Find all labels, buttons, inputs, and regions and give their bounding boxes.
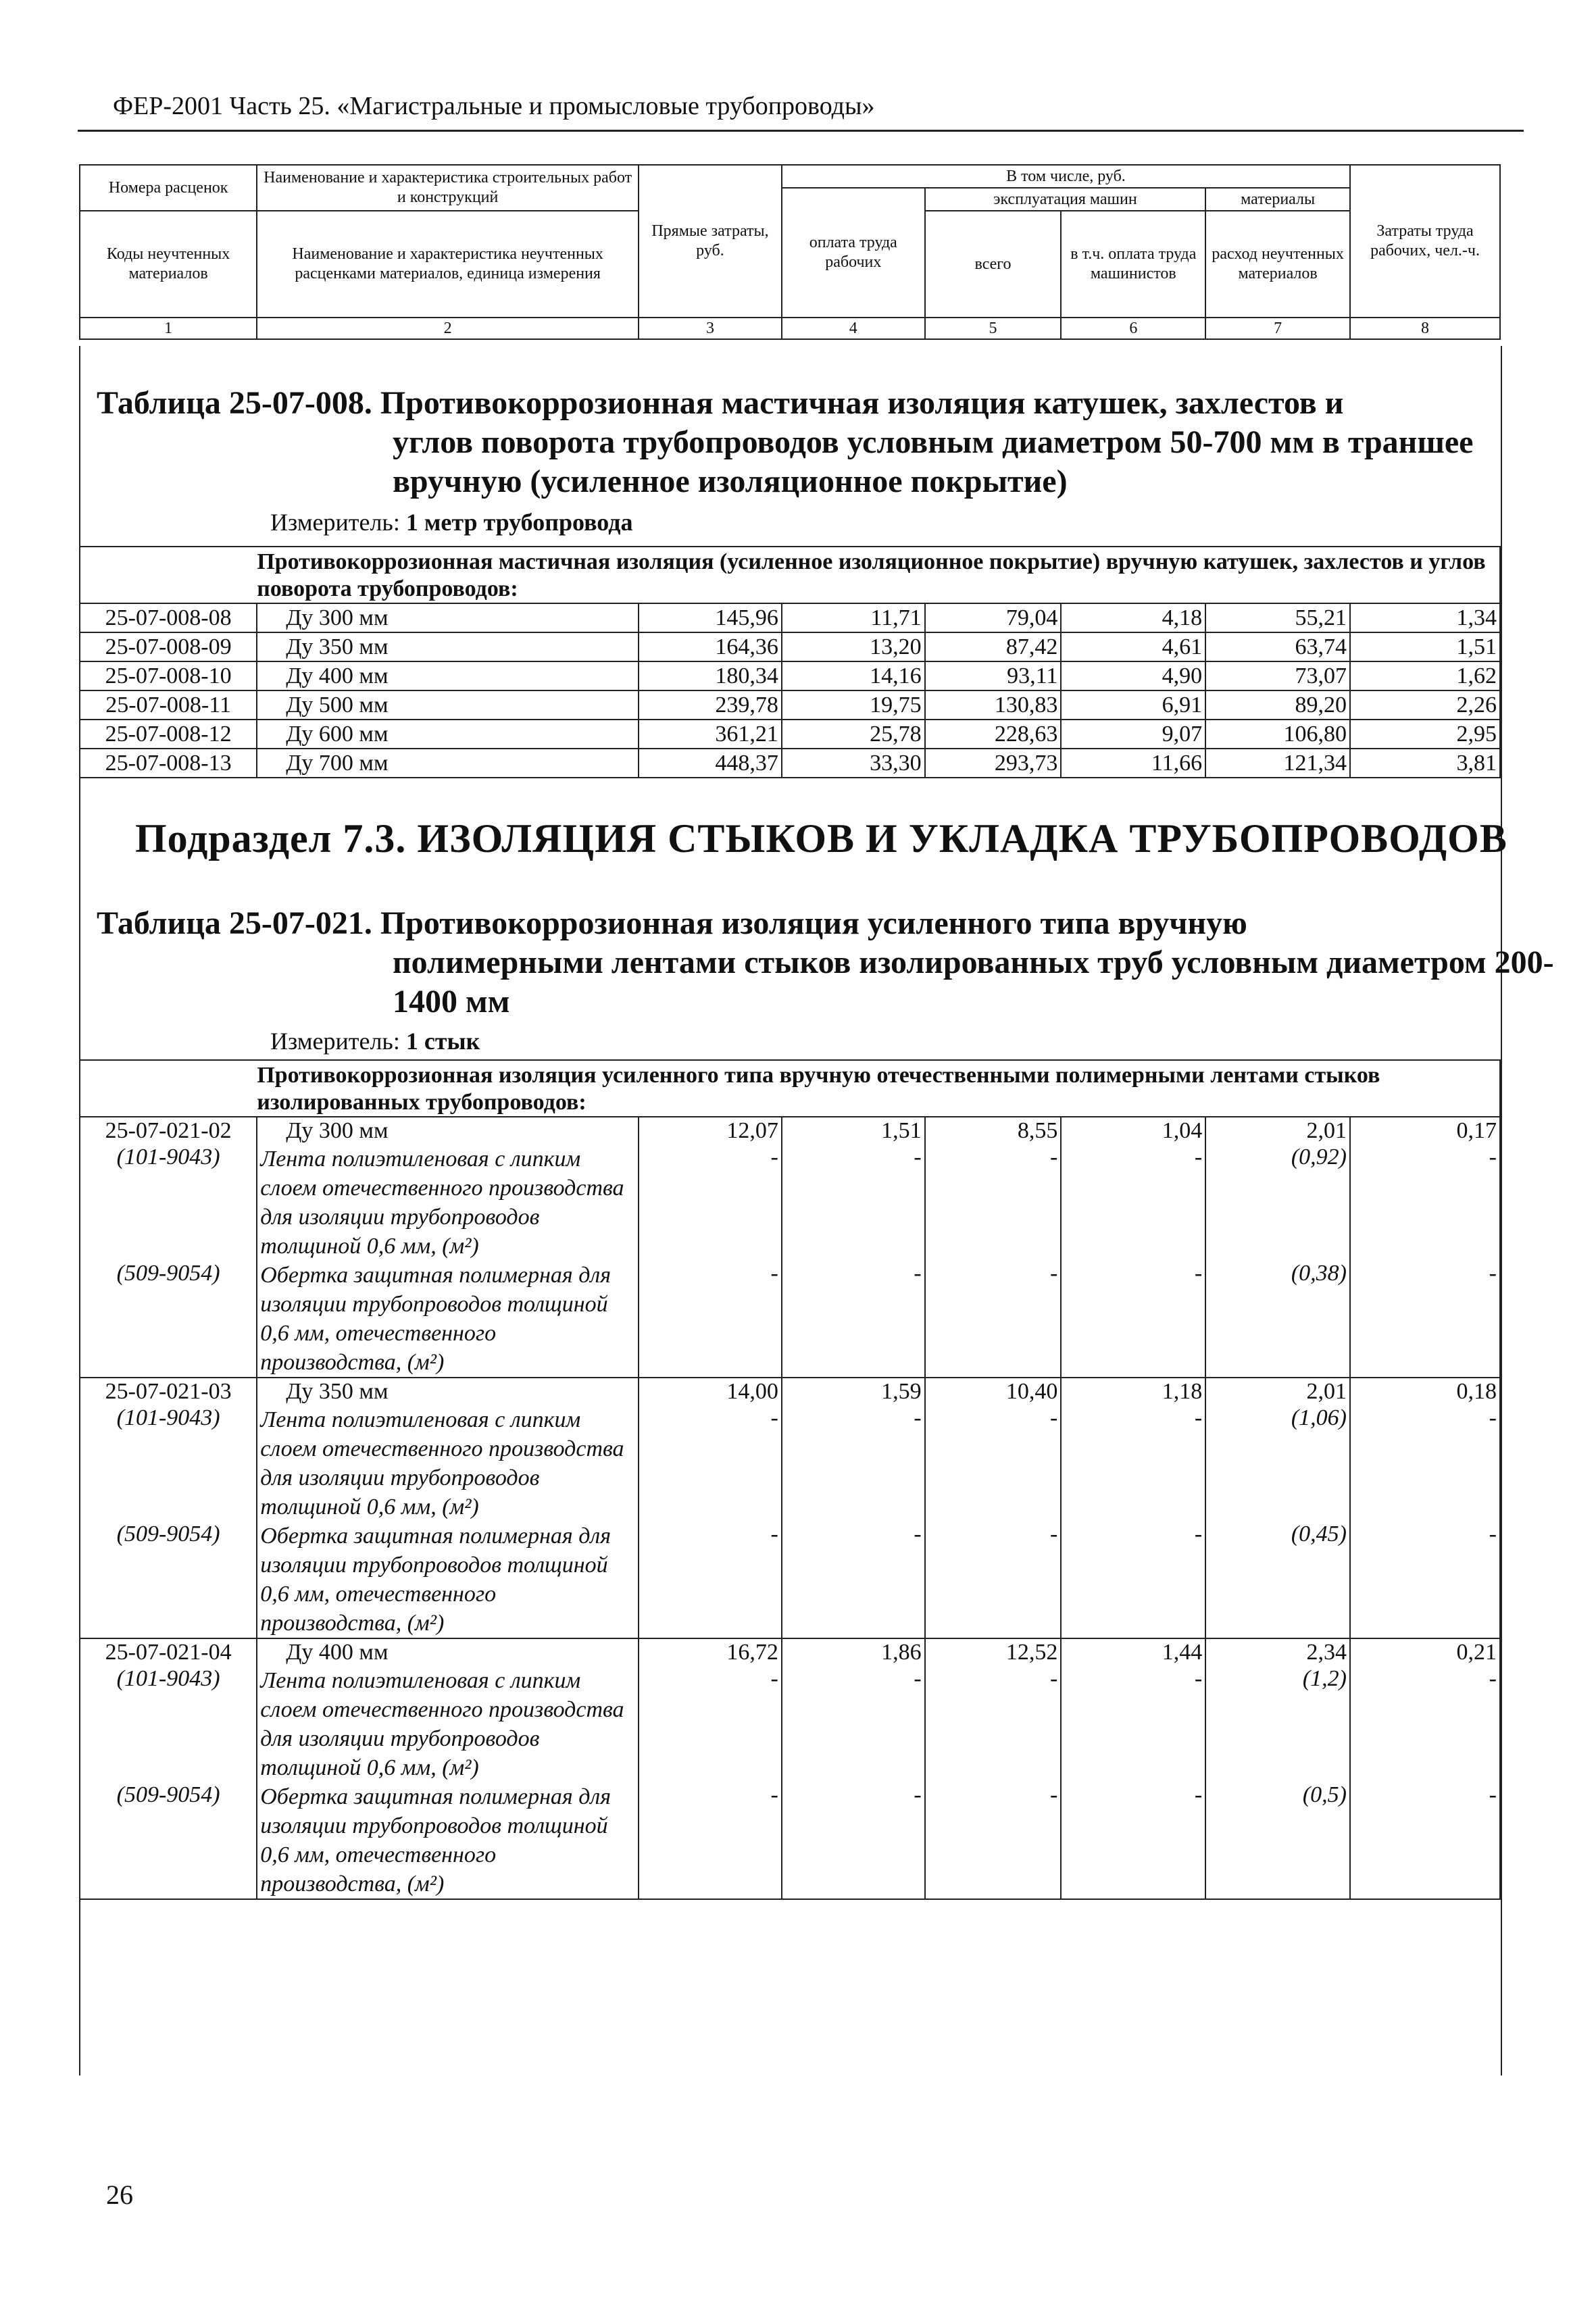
- col-index-3: 3: [639, 318, 782, 339]
- col-machinist-pay: в т.ч. оплата труда машинистов: [1061, 211, 1205, 318]
- labor-hours: 0,18: [1350, 1378, 1500, 1405]
- labor-hours-dash: -: [1350, 1521, 1500, 1638]
- machine-total-dash: -: [925, 1782, 1062, 1899]
- machinist-pay-dash: -: [1061, 1405, 1205, 1521]
- material-name: Лента полиэтиленовая с липким слоем отечественного производства для изоляции трубопроводов толщиной 0,6 мм, (м²): [257, 1145, 639, 1261]
- table-row: [80, 720, 1500, 749]
- rate-code: 25-07-008-08: [80, 603, 257, 632]
- labor-hours: 1,62: [1350, 661, 1500, 690]
- col-index-1: 1: [80, 318, 257, 339]
- material-name: Обертка защитная полимерная для изоляции трубопроводов толщиной 0,6 мм, отечественного производства, (м²): [257, 1782, 639, 1899]
- direct-costs-dash: -: [639, 1261, 782, 1378]
- labor-pay: 1,51: [782, 1117, 925, 1145]
- header-rule: [78, 130, 1524, 132]
- machinist-pay: 1,18: [1061, 1378, 1205, 1405]
- page-number: 26: [106, 2180, 133, 2210]
- col-index-7: 7: [1205, 318, 1350, 339]
- direct-costs: 12,07: [639, 1117, 782, 1145]
- labor-hours: 1,51: [1350, 632, 1500, 661]
- machine-total-dash: -: [925, 1666, 1062, 1782]
- machinist-pay: 4,61: [1061, 632, 1205, 661]
- material-quantity: (0,38): [1205, 1261, 1350, 1378]
- machine-total: 93,11: [925, 661, 1062, 690]
- labor-pay-dash: -: [782, 1145, 925, 1261]
- material-code: (509-9054): [80, 1521, 257, 1638]
- rates-table-008: [79, 546, 1501, 778]
- material-row: [80, 1666, 1500, 1782]
- labor-hours-dash: -: [1350, 1782, 1500, 1899]
- machinist-pay: 6,91: [1061, 690, 1205, 720]
- material-code: (101-9043): [80, 1145, 257, 1261]
- materials-cost: 106,80: [1205, 720, 1350, 749]
- direct-costs: 448,37: [639, 749, 782, 778]
- materials-cost: 63,74: [1205, 632, 1350, 661]
- machine-total: 228,63: [925, 720, 1062, 749]
- machine-total-dash: -: [925, 1521, 1062, 1638]
- labor-pay: 1,86: [782, 1638, 925, 1666]
- table-021-section-row: [80, 1060, 1500, 1117]
- labor-pay-dash: -: [782, 1405, 925, 1521]
- materials-cost: 89,20: [1205, 690, 1350, 720]
- table-row: [80, 749, 1500, 778]
- material-code: (509-9054): [80, 1261, 257, 1378]
- table-row: [80, 690, 1500, 720]
- col-machine-total: всего: [925, 211, 1062, 318]
- direct-costs: 361,21: [639, 720, 782, 749]
- table-021-meter-value: 1 стык: [405, 1028, 480, 1055]
- rate-code: 25-07-021-04: [80, 1638, 257, 1666]
- work-name: Ду 350 мм: [257, 1378, 639, 1405]
- table-row: [80, 661, 1500, 690]
- material-code: (509-9054): [80, 1782, 257, 1899]
- labor-pay-dash: -: [782, 1521, 925, 1638]
- table-008-section-row: [80, 547, 1500, 603]
- table-021-title-rest: полимерными лентами стыков изолированных труб условным диаметром 200-1400 мм: [393, 945, 1554, 1020]
- material-name: Обертка защитная полимерная для изоляции трубопроводов толщиной 0,6 мм, отечественного производства, (м²): [257, 1521, 639, 1638]
- labor-pay: 13,20: [782, 632, 925, 661]
- col-index-8: 8: [1350, 318, 1500, 339]
- labor-hours-dash: -: [1350, 1145, 1500, 1261]
- table-008-title: [97, 384, 1596, 501]
- table-008-title-rest: углов поворота трубопроводов условным диаметром 50-700 мм в траншее вручную (усиленное изоляционное покрытие): [393, 424, 1474, 499]
- table-008-meter-label: Измеритель:: [270, 509, 400, 536]
- machine-total: 293,73: [925, 749, 1062, 778]
- table-row: [80, 1638, 1500, 1666]
- machine-total: 130,83: [925, 690, 1062, 720]
- machine-total: 8,55: [925, 1117, 1062, 1145]
- work-name: Ду 300 мм: [257, 1117, 639, 1145]
- material-quantity: (0,5): [1205, 1782, 1350, 1899]
- rate-code: 25-07-008-13: [80, 749, 257, 778]
- col-work-name: Наименование и характеристика строительных работ и конструкций: [257, 165, 639, 211]
- machinist-pay: 4,18: [1061, 603, 1205, 632]
- material-row: [80, 1782, 1500, 1899]
- machinist-pay: 11,66: [1061, 749, 1205, 778]
- labor-hours: 2,26: [1350, 690, 1500, 720]
- machinist-pay: 1,04: [1061, 1117, 1205, 1145]
- work-name: Ду 400 мм: [257, 661, 639, 690]
- table-021-title-line1: Противокоррозионная изоляция усиленного типа вручную: [380, 905, 1247, 941]
- col-material-name: Наименование и характеристика неучтенных расценками материалов, единица измерения: [257, 211, 639, 318]
- rates-table-021: [79, 1059, 1501, 1900]
- machinist-pay-dash: -: [1061, 1145, 1205, 1261]
- material-row: [80, 1405, 1500, 1521]
- direct-costs: 239,78: [639, 690, 782, 720]
- labor-pay: 19,75: [782, 690, 925, 720]
- material-name: Обертка защитная полимерная для изоляции трубопроводов толщиной 0,6 мм, отечественного производства, (м²): [257, 1261, 639, 1378]
- machine-total-dash: -: [925, 1145, 1062, 1261]
- col-direct-costs: Прямые затраты, руб.: [639, 165, 782, 318]
- labor-hours-dash: -: [1350, 1261, 1500, 1378]
- material-row: [80, 1145, 1500, 1261]
- labor-pay: 25,78: [782, 720, 925, 749]
- col-index-6: 6: [1061, 318, 1205, 339]
- col-labor-hours: Затраты труда рабочих, чел.-ч.: [1350, 165, 1500, 318]
- table-right-frame: [1501, 346, 1502, 2076]
- materials-cost: 2,34: [1205, 1638, 1350, 1666]
- labor-pay: 11,71: [782, 603, 925, 632]
- direct-costs-dash: -: [639, 1666, 782, 1782]
- machinist-pay: 4,90: [1061, 661, 1205, 690]
- machinist-pay-dash: -: [1061, 1782, 1205, 1899]
- table-row: [80, 603, 1500, 632]
- materials-cost: 73,07: [1205, 661, 1350, 690]
- labor-hours: 2,95: [1350, 720, 1500, 749]
- col-materials: материалы: [1205, 188, 1350, 211]
- direct-costs: 16,72: [639, 1638, 782, 1666]
- rate-code: 25-07-008-11: [80, 690, 257, 720]
- direct-costs-dash: -: [639, 1145, 782, 1261]
- table-008-meter: [270, 508, 632, 536]
- labor-hours: 0,17: [1350, 1117, 1500, 1145]
- materials-cost: 55,21: [1205, 603, 1350, 632]
- materials-cost: 2,01: [1205, 1378, 1350, 1405]
- machinist-pay-dash: -: [1061, 1261, 1205, 1378]
- table-008-section-title: Противокоррозионная мастичная изоляция (усиленное изоляционное покрытие) вручную катушек, захлестов и углов поворота трубопроводов:: [257, 547, 1500, 603]
- direct-costs: 180,34: [639, 661, 782, 690]
- table-008-meter-value: 1 метр трубопровода: [405, 509, 633, 536]
- machine-total: 79,04: [925, 603, 1062, 632]
- materials-cost: 121,34: [1205, 749, 1350, 778]
- work-name: Ду 500 мм: [257, 690, 639, 720]
- table-008-title-line1: Противокоррозионная мастичная изоляция катушек, захлестов и: [380, 385, 1344, 421]
- labor-pay-dash: -: [782, 1666, 925, 1782]
- rate-code: 25-07-008-10: [80, 661, 257, 690]
- work-name: Ду 700 мм: [257, 749, 639, 778]
- col-index-5: 5: [925, 318, 1062, 339]
- labor-pay-dash: -: [782, 1782, 925, 1899]
- material-code: (101-9043): [80, 1666, 257, 1782]
- material-quantity: (0,92): [1205, 1145, 1350, 1261]
- table-021-meter: [270, 1027, 480, 1055]
- material-name: Лента полиэтиленовая с липким слоем отечественного производства для изоляции трубопроводов толщиной 0,6 мм, (м²): [257, 1666, 639, 1782]
- machinist-pay: 9,07: [1061, 720, 1205, 749]
- work-name: Ду 350 мм: [257, 632, 639, 661]
- material-quantity: (0,45): [1205, 1521, 1350, 1638]
- running-header: ФЕР-2001 Часть 25. «Магистральные и промысловые трубопроводы»: [113, 92, 875, 120]
- col-including: В том числе, руб.: [782, 165, 1350, 188]
- machinist-pay: 1,44: [1061, 1638, 1205, 1666]
- material-quantity: (1,2): [1205, 1666, 1350, 1782]
- labor-pay: 1,59: [782, 1378, 925, 1405]
- table-row: [80, 1378, 1500, 1405]
- table-021-section-title: Противокоррозионная изоляция усиленного типа вручную отечественными полимерными лентами стыков изолированных трубопроводов:: [257, 1060, 1500, 1117]
- col-labor-pay: оплата труда рабочих: [782, 188, 925, 318]
- material-quantity: (1,06): [1205, 1405, 1350, 1521]
- table-021-meter-label: Измеритель:: [270, 1028, 400, 1055]
- direct-costs: 14,00: [639, 1378, 782, 1405]
- labor-hours-dash: -: [1350, 1666, 1500, 1782]
- direct-costs-dash: -: [639, 1521, 782, 1638]
- table-021-number: Таблица 25-07-021.: [97, 905, 372, 941]
- machinist-pay-dash: -: [1061, 1521, 1205, 1638]
- rate-code: 25-07-021-02: [80, 1117, 257, 1145]
- rate-code: 25-07-021-03: [80, 1378, 257, 1405]
- direct-costs-dash: -: [639, 1405, 782, 1521]
- labor-hours: 3,81: [1350, 749, 1500, 778]
- rate-code: 25-07-008-09: [80, 632, 257, 661]
- machine-total-dash: -: [925, 1405, 1062, 1521]
- machinist-pay-dash: -: [1061, 1666, 1205, 1782]
- col-rate-numbers: Номера расценок: [80, 165, 257, 211]
- direct-costs: 164,36: [639, 632, 782, 661]
- labor-hours: 0,21: [1350, 1638, 1500, 1666]
- labor-pay: 14,16: [782, 661, 925, 690]
- table-021-title: [97, 904, 1596, 1022]
- material-row: [80, 1521, 1500, 1638]
- materials-cost: 2,01: [1205, 1117, 1350, 1145]
- material-code: (101-9043): [80, 1405, 257, 1521]
- table-008-number: Таблица 25-07-008.: [97, 385, 372, 421]
- table-row: [80, 1117, 1500, 1145]
- direct-costs: 145,96: [639, 603, 782, 632]
- labor-hours: 1,34: [1350, 603, 1500, 632]
- direct-costs-dash: -: [639, 1782, 782, 1899]
- labor-pay: 33,30: [782, 749, 925, 778]
- labor-hours-dash: -: [1350, 1405, 1500, 1521]
- subsection-heading: Подраздел 7.3. ИЗОЛЯЦИЯ СТЫКОВ И УКЛАДКА ТРУБОПРОВОДОВ: [135, 816, 1507, 861]
- machine-total: 10,40: [925, 1378, 1062, 1405]
- work-name: Ду 300 мм: [257, 603, 639, 632]
- machine-total: 87,42: [925, 632, 1062, 661]
- machine-total-dash: -: [925, 1261, 1062, 1378]
- col-machine-operation: эксплуатация машин: [925, 188, 1206, 211]
- table-row: [80, 632, 1500, 661]
- rate-code: 25-07-008-12: [80, 720, 257, 749]
- work-name: Ду 400 мм: [257, 1638, 639, 1666]
- machine-total: 12,52: [925, 1638, 1062, 1666]
- col-material-use: расход неучтенных материалов: [1205, 211, 1350, 318]
- labor-pay-dash: -: [782, 1261, 925, 1378]
- col-index-2: 2: [257, 318, 639, 339]
- column-header-table: [79, 164, 1501, 340]
- col-index-4: 4: [782, 318, 925, 339]
- material-name: Лента полиэтиленовая с липким слоем отечественного производства для изоляции трубопроводов толщиной 0,6 мм, (м²): [257, 1405, 639, 1521]
- work-name: Ду 600 мм: [257, 720, 639, 749]
- material-row: [80, 1261, 1500, 1378]
- col-material-codes: Коды неучтенных материалов: [80, 211, 257, 318]
